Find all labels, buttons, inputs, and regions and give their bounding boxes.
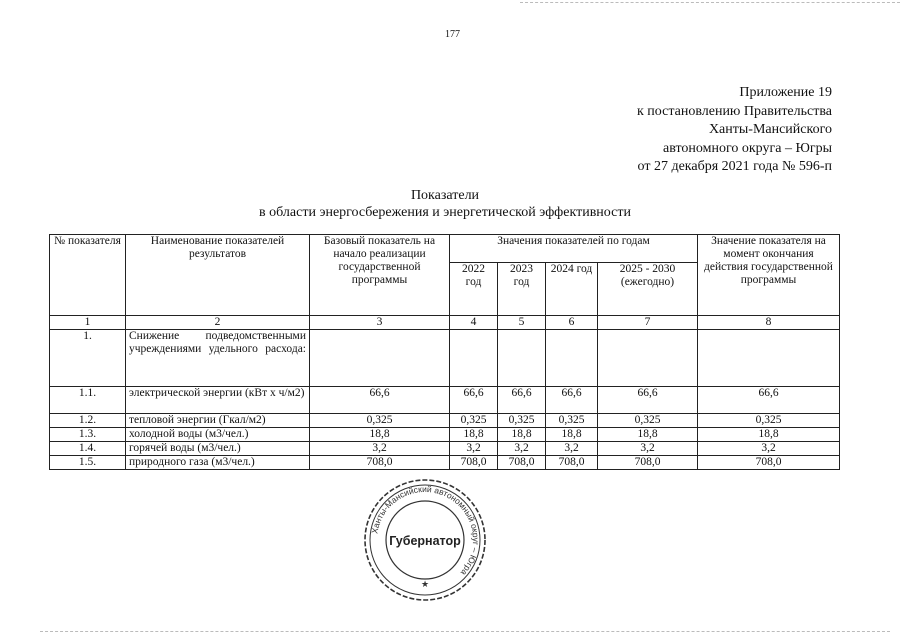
table-row [50,414,840,428]
column-number: 1 [50,316,126,330]
row-2024: 708,0 [546,456,598,470]
table-header-row [50,235,840,263]
row-name: природного газа (м3/чел.) [126,456,310,470]
row-final: 0,325 [698,414,840,428]
appendix-line: к постановлению Правительства [636,103,832,119]
row-2025-2030: 66,6 [598,387,698,414]
row-2024: 18,8 [546,428,598,442]
row-base: 3,2 [310,442,450,456]
title-line: Показатели [410,188,480,203]
row-2023: 0,325 [498,414,546,428]
row-name: холодной воды (м3/чел.) [126,428,310,442]
appendix-block [637,84,832,177]
header-by-years: Значения показателей по годам [450,235,698,263]
row-2025-2030: 0,325 [598,414,698,428]
column-number: 3 [310,316,450,330]
column-number: 8 [698,316,840,330]
column-number: 4 [450,316,498,330]
empty-cell [310,330,450,387]
header-years-2025-2030: 2025 - 2030 (ежегодно) [598,262,698,315]
row-2025-2030: 3,2 [598,442,698,456]
empty-cell [498,330,546,387]
scan-artifact-bottom [40,631,890,634]
stamp-center-text: Губернатор [389,534,461,548]
row-2024: 3,2 [546,442,598,456]
table-row [50,442,840,456]
header-final: Значение показателя на момент окончания действия государственной программы [698,235,840,316]
stamp-ring-text [369,484,481,578]
table-row [50,456,840,470]
row-2022: 3,2 [450,442,498,456]
scan-artifact-top [520,2,900,5]
row-base: 0,325 [310,414,450,428]
table-row [50,387,840,414]
row-2023: 3,2 [498,442,546,456]
indicators-table [49,234,840,470]
row-2025-2030: 18,8 [598,428,698,442]
row-2022: 0,325 [450,414,498,428]
header-name: Наименование показателей результатов [126,235,310,316]
row-2024: 66,6 [546,387,598,414]
empty-cell [450,330,498,387]
row-2022: 18,8 [450,428,498,442]
row-name: тепловой энергии (Гкал/м2) [126,414,310,428]
row-base: 708,0 [310,456,450,470]
row-2024: 0,325 [546,414,598,428]
header-year-2024: 2024 год [546,262,598,315]
row-number: 1.4. [50,442,126,456]
stamp-ring-textpath: Ханты-Мансийский автономный округ – Югра [369,483,482,578]
group-number: 1. [50,330,126,387]
header-number: № показателя [50,235,126,316]
row-number: 1.2. [50,414,126,428]
row-base: 66,6 [310,387,450,414]
star-icon: ★ [420,580,430,590]
row-name: горячей воды (м3/чел.) [126,442,310,456]
row-number: 1.1. [50,387,126,414]
document-title [0,187,890,221]
row-number: 1.3. [50,428,126,442]
row-number: 1.5. [50,456,126,470]
column-number: 2 [126,316,310,330]
row-2023: 18,8 [498,428,546,442]
title-line: в области энергосбережения и энергетической эффективности [259,205,631,220]
row-2022: 708,0 [450,456,498,470]
page-number: 177 [445,29,460,40]
row-final: 18,8 [698,428,840,442]
governor-stamp [362,477,488,603]
row-name: электрической энергии (кВт х ч/м2) [126,387,310,414]
appendix-line: от 27 декабря 2021 года № 596-п [637,159,832,174]
column-number: 6 [546,316,598,330]
column-number: 7 [598,316,698,330]
row-2025-2030: 708,0 [598,456,698,470]
header-year-2022: 2022 год [450,262,498,315]
appendix-line: Приложение 19 [739,85,832,100]
empty-cell [698,330,840,387]
row-final: 3,2 [698,442,840,456]
table-row [50,428,840,442]
table-group-row [50,330,840,387]
row-final: 708,0 [698,456,840,470]
empty-cell [546,330,598,387]
row-2022: 66,6 [450,387,498,414]
empty-cell [598,330,698,387]
row-2023: 66,6 [498,387,546,414]
row-final: 66,6 [698,387,840,414]
header-year-2023: 2023 год [498,262,546,315]
appendix-line: автономного округа – Югры [663,140,832,156]
group-name: Снижение подведомственными учреждениями удельного расхода: [126,330,310,387]
row-base: 18,8 [310,428,450,442]
column-number: 5 [498,316,546,330]
header-base: Базовый показатель на начало реализации государственной программы [310,235,450,316]
column-numbers-row [50,316,840,330]
appendix-line: Ханты-Мансийского [708,122,832,137]
row-2023: 708,0 [498,456,546,470]
